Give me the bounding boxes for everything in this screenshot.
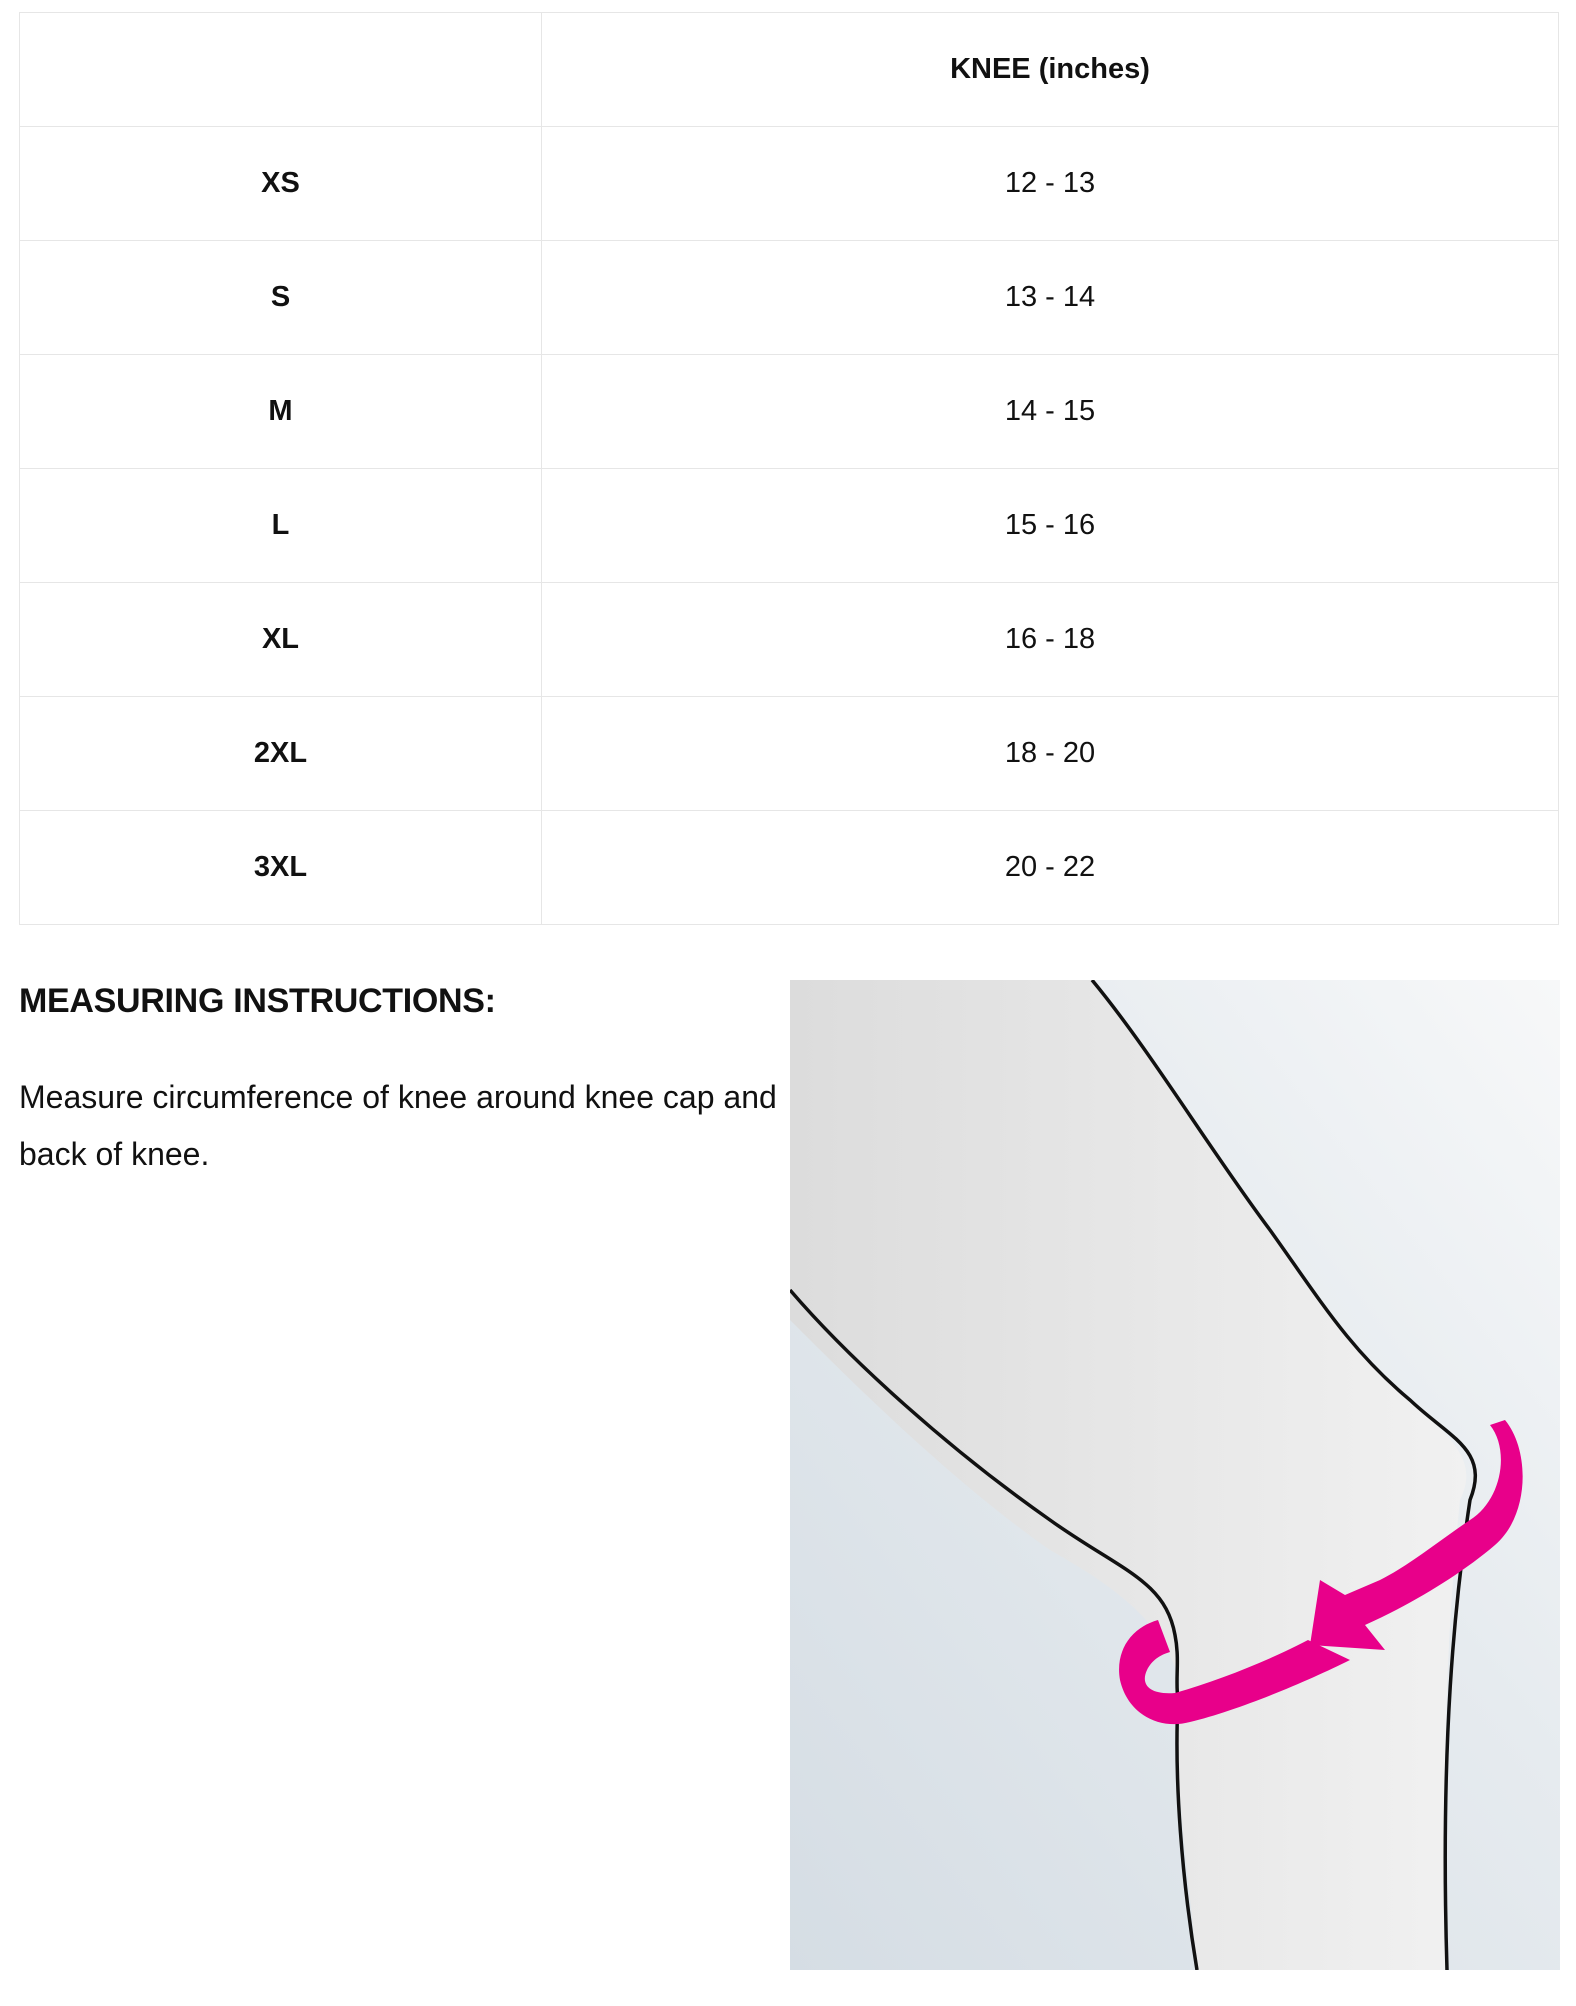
size-cell: 2XL bbox=[20, 697, 542, 811]
size-cell: XS bbox=[20, 127, 542, 241]
range-cell: 12 - 13 bbox=[542, 127, 1559, 241]
range-cell: 16 - 18 bbox=[542, 583, 1559, 697]
size-cell: L bbox=[20, 469, 542, 583]
range-cell: 18 - 20 bbox=[542, 697, 1559, 811]
table-row bbox=[20, 583, 1559, 697]
range-cell: 13 - 14 bbox=[542, 241, 1559, 355]
measuring-instructions bbox=[19, 982, 779, 1183]
instructions-title: MEASURING INSTRUCTIONS: bbox=[19, 982, 496, 1020]
knee-measure-illustration bbox=[790, 980, 1560, 1970]
size-cell: XL bbox=[20, 583, 542, 697]
table-row bbox=[20, 241, 1559, 355]
table-row bbox=[20, 127, 1559, 241]
table-row bbox=[20, 355, 1559, 469]
size-cell: S bbox=[20, 241, 542, 355]
size-column-header bbox=[20, 13, 542, 127]
table-row bbox=[20, 469, 1559, 583]
size-cell: 3XL bbox=[20, 811, 542, 925]
range-cell: 20 - 22 bbox=[542, 811, 1559, 925]
knee-diagram-svg bbox=[790, 980, 1560, 1970]
table-row bbox=[20, 811, 1559, 925]
table-row bbox=[20, 697, 1559, 811]
range-cell: 14 - 15 bbox=[542, 355, 1559, 469]
range-cell: 15 - 16 bbox=[542, 469, 1559, 583]
size-chart-table bbox=[19, 12, 1559, 925]
instructions-body: Measure circumference of knee around knee cap and back of knee. bbox=[19, 1079, 777, 1172]
size-cell: M bbox=[20, 355, 542, 469]
table-header-row bbox=[20, 13, 1559, 127]
knee-column-header: KNEE (inches) bbox=[542, 13, 1559, 127]
